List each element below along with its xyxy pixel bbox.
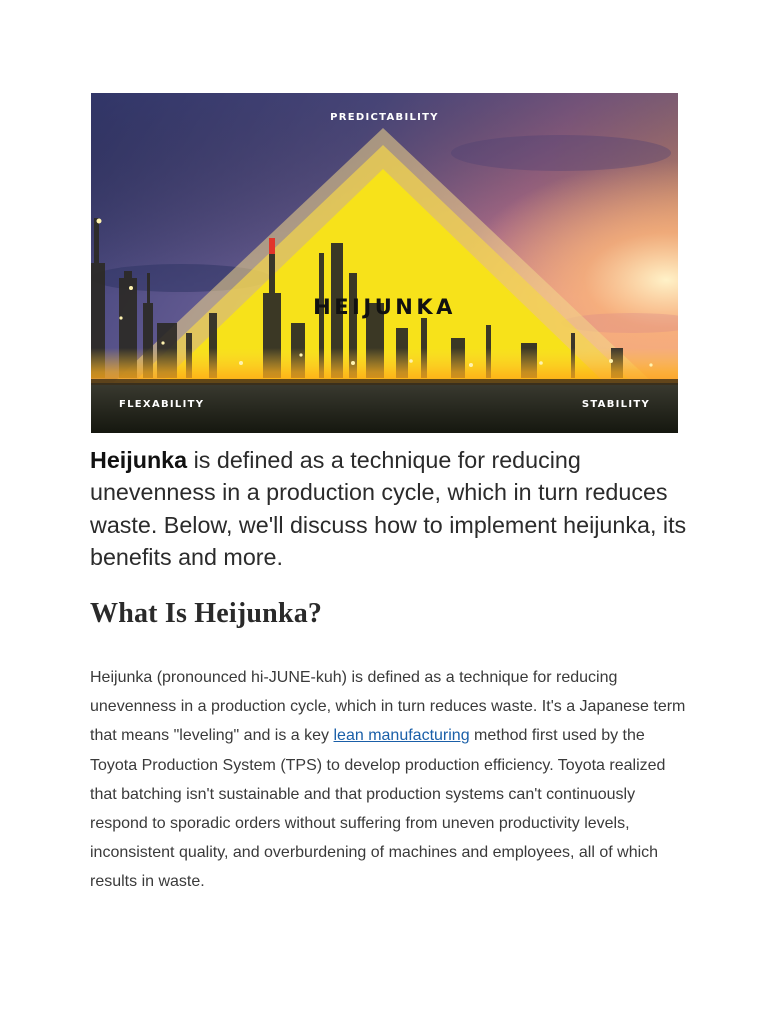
hero-label-flexability: FLEXABILITY	[119, 399, 205, 410]
hero-title: HEIJUNKA	[313, 295, 456, 319]
hero-label-predictability: PREDICTABILITY	[330, 112, 439, 123]
hero-label-stability: STABILITY	[581, 399, 650, 410]
lean-manufacturing-link[interactable]: lean manufacturing	[333, 727, 470, 745]
body-paragraph	[90, 663, 686, 897]
lead-text: is defined as a technique for reducing unevenness in a production cycle, which in turn reduces waste. Below, we'll discuss how to implement heijunka, its benefits and more.	[90, 447, 687, 570]
section-heading: What Is Heijunka?	[90, 598, 323, 629]
lead-paragraph	[90, 444, 690, 573]
paragraph-text-before-link: Heijunka (pronounced hi-JUNE-kuh) is defined as a technique for reducing unevenness in a production cycle, which in turn reduces waste. It's a Japanese term that means "leveling" and is a key	[90, 669, 686, 745]
hero-image	[91, 93, 678, 433]
hero-illustration	[91, 93, 678, 433]
chimney-lights	[269, 238, 275, 254]
lead-bold-term: Heijunka	[90, 447, 188, 473]
paragraph-text-after-link: method first used by the Toyota Production System (TPS) to develop production efficiency. Toyota realized that batching isn't sustainable and that production systems can't continuously respond to sporadic orders without suffering from uneven productivity levels, inconsistent quality, and overburdening of machines and employees, all of which results in waste.	[90, 727, 666, 891]
